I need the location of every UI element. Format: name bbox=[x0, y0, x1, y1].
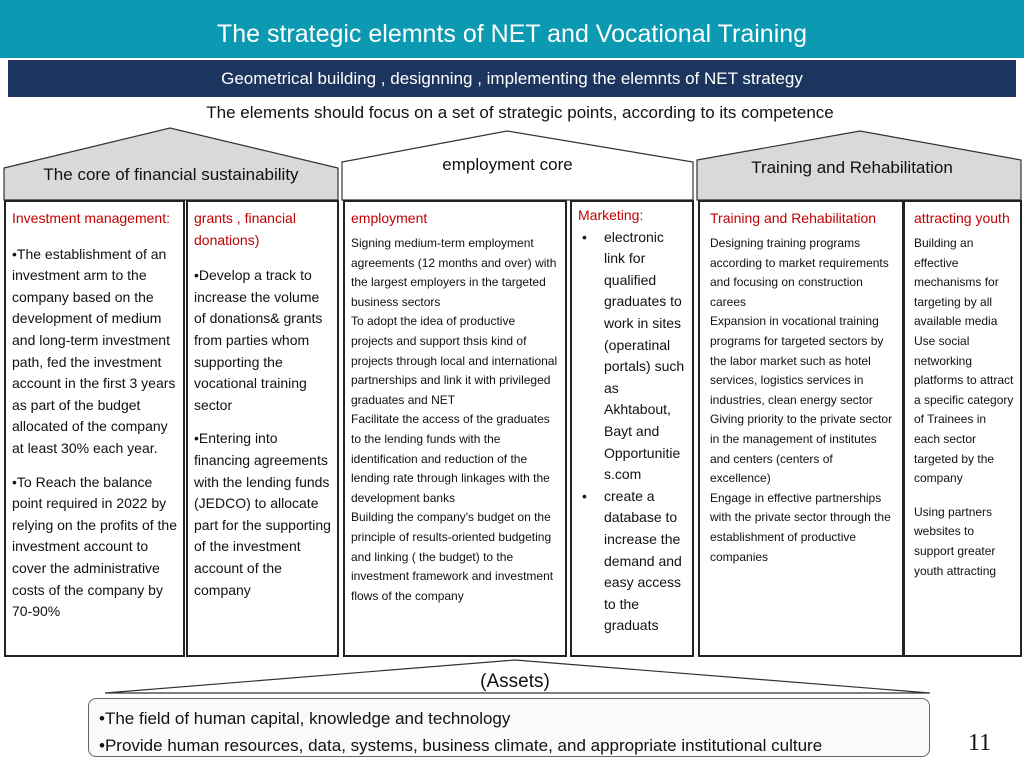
slide-title: The strategic elemnts of NET and Vocational Training bbox=[216, 20, 808, 48]
column-item bbox=[351, 234, 559, 312]
item-text: Designing training programs according to market requirements and focusing on construction carees bbox=[710, 236, 889, 309]
column-attracting-youth bbox=[903, 200, 1022, 657]
column-heading: employment bbox=[351, 210, 428, 226]
subtitle-bar: Geometrical building , designning , implementing the elemnts of NET strategy bbox=[8, 60, 1016, 97]
column-item bbox=[710, 410, 896, 488]
bullet-icon: • bbox=[12, 473, 17, 490]
item-text: Develop a track to increase the volume of donations& grants from parties whom supporting the vocational training sector bbox=[194, 267, 323, 413]
column-item bbox=[914, 332, 1014, 489]
column-heading: attracting youth bbox=[914, 210, 1010, 226]
column-item bbox=[914, 503, 1014, 581]
pillar-training-label: Training and Rehabilitation bbox=[751, 158, 953, 177]
column-item bbox=[710, 234, 896, 312]
item-text: Building the company's budget on the principle of results-oriented budgeting and linking ( the budget) to the investment framework and investment flows of the company bbox=[351, 510, 554, 603]
column-heading: Investment management: bbox=[12, 210, 170, 226]
pillar-employment-label: employment core bbox=[442, 155, 573, 174]
column-item bbox=[710, 489, 896, 567]
column-investment-management bbox=[4, 200, 185, 657]
bullet-icon: • bbox=[194, 430, 199, 447]
item-text: The establishment of an investment arm to the company based on the development of medium and long-term investment path, fed the investment account in the first 3 years as part of the budget allocated of the company at least 30% each year. bbox=[12, 245, 176, 456]
asset-line: •Provide human resources, data, systems, business climate, and appropriate institutional culture bbox=[99, 736, 823, 755]
assets-box bbox=[88, 698, 930, 757]
item-text: To Reach the balance point required in 2022 by relying on the profits of the investment account to cover the administrative costs of the company by 70-90% bbox=[12, 473, 177, 620]
column-item bbox=[351, 508, 559, 606]
item-text: Building an effective mechanisms for targeting by all available media bbox=[914, 236, 999, 329]
column-item bbox=[578, 227, 686, 486]
item-text: Use social networking platforms to attract a specific category of Trainees in each sector targeted by the company bbox=[914, 333, 1014, 486]
column-grants-donations bbox=[186, 200, 339, 657]
column-item bbox=[12, 472, 177, 623]
column-heading: Training and Rehabilitation bbox=[710, 210, 877, 226]
column-item bbox=[194, 265, 331, 416]
bullet-icon: • bbox=[582, 228, 587, 245]
column-item bbox=[351, 312, 559, 410]
column-heading: Marketing: bbox=[578, 207, 644, 223]
item-text: Signing medium-term employment agreements (12 months and over) with the largest employers in the targeted business sectors bbox=[351, 236, 557, 309]
roof-financial bbox=[4, 128, 338, 200]
item-text: To adopt the idea of productive projects and support thsis kind of projects through local and international partnerships and link it with privileged graduates and NET bbox=[351, 314, 558, 407]
asset-line: •The field of human capital, knowledge and technology bbox=[99, 709, 511, 728]
item-text: Facilitate the access of the graduates to the lending funds with the identification and reduction of the lending rate through linkages with the development banks bbox=[351, 412, 550, 505]
pillar-financial-label: The core of financial sustainability bbox=[43, 165, 299, 184]
focus-statement: The elements should focus on a set of strategic points, according to its competence bbox=[206, 103, 834, 122]
column-item bbox=[194, 428, 331, 601]
item-text: Using partners websites to support greater youth attracting bbox=[914, 504, 997, 578]
column-item bbox=[578, 486, 686, 637]
column-marketing bbox=[570, 200, 694, 657]
column-training-rehabilitation bbox=[698, 200, 904, 657]
bullet-icon: • bbox=[194, 267, 199, 284]
item-text: Giving priority to the private sector in the management of institutes and centers (centers of excellence) bbox=[710, 412, 893, 486]
page-number: 11 bbox=[968, 730, 992, 756]
item-text: Expansion in vocational training programs for targeted sectors by the labor market such as hotel services, logistics services in industries, clean energy sector bbox=[710, 314, 884, 407]
column-item bbox=[914, 234, 1014, 332]
item-text: electronic link for qualified graduates to work in sites (operatinal portals) such as Akhtabout, Bayt and Opportunitie s.com bbox=[604, 228, 685, 483]
item-text: Entering into financing agreements with the lending funds (JEDCO) to allocate part for the supporting of the investment account of the company bbox=[194, 430, 331, 598]
assets-label: (Assets) bbox=[480, 671, 550, 692]
column-heading: grants , financial donations) bbox=[194, 210, 296, 248]
item-text: Engage in effective partnerships with the private sector through the establishment of productive companies bbox=[710, 490, 891, 564]
item-text: create a database to increase the demand and easy access to the graduats bbox=[604, 487, 682, 634]
column-employment bbox=[343, 200, 567, 657]
bullet-icon: • bbox=[12, 245, 17, 262]
column-item bbox=[351, 410, 559, 508]
column-item bbox=[12, 244, 177, 460]
bullet-icon: • bbox=[582, 487, 587, 504]
column-item bbox=[710, 312, 896, 410]
